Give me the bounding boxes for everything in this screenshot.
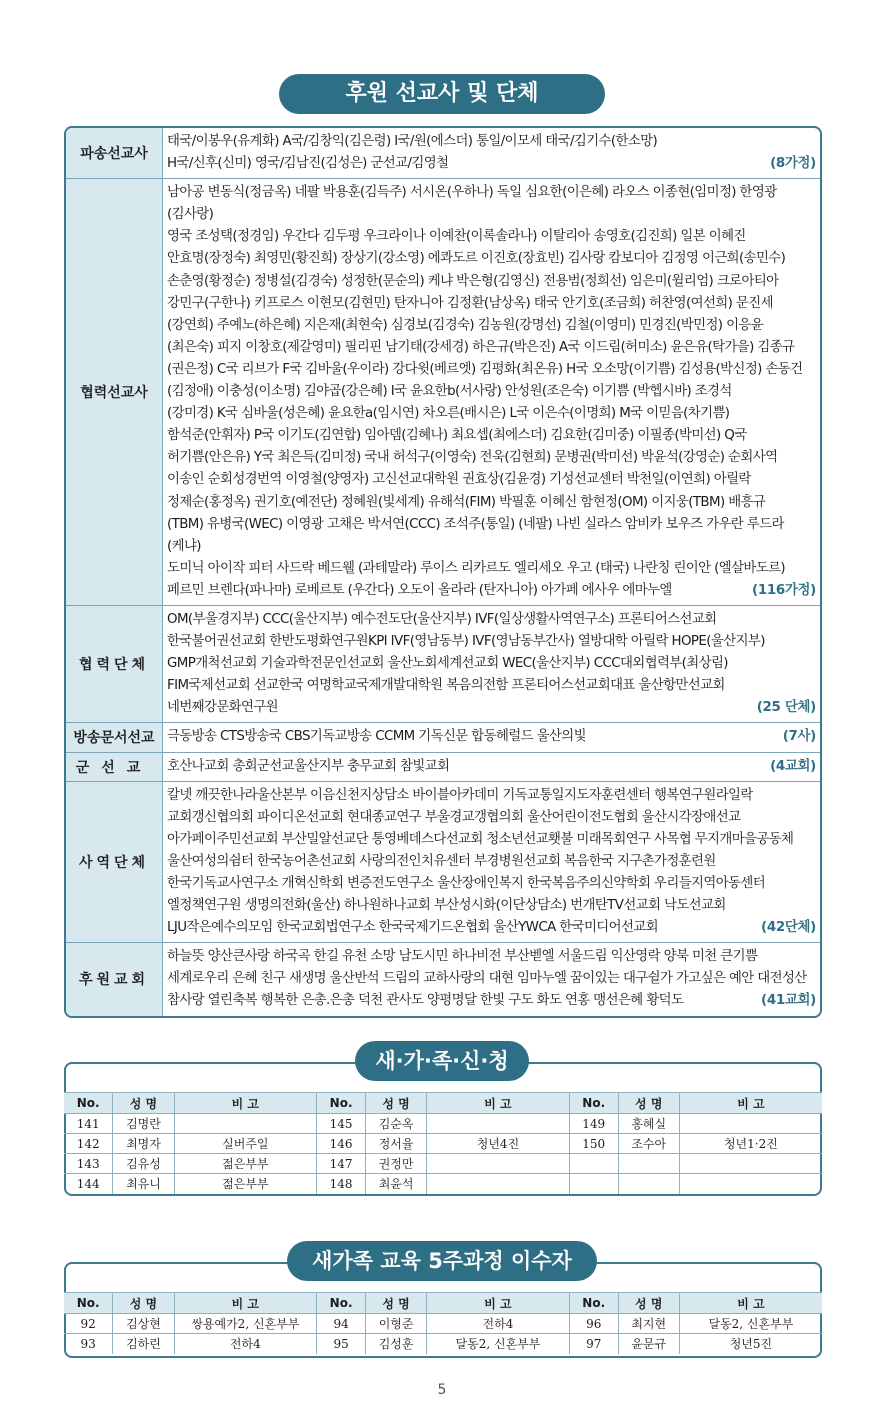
entry-note: 쌍용예가2, 신혼부부 [174, 1314, 317, 1334]
entry-name: 권정만 [366, 1154, 427, 1174]
entry-no: 92 [64, 1314, 113, 1334]
support-content [163, 179, 820, 606]
entry-note: 실버주일 [174, 1134, 317, 1154]
new-family-title: 새·가·족·신·청 [355, 1041, 529, 1081]
support-content [163, 723, 820, 752]
entry-no: 146 [317, 1134, 366, 1154]
support-category: 파송선교사 [66, 128, 163, 179]
page-title: 후원 선교사 및 단체 [279, 74, 605, 114]
new-family-table [64, 1092, 822, 1194]
support-text-last-line: LJU작은예수의모임 한국교회법연구소 한국국제기드온협회 울산YWCA 한국미디어선교회 [167, 920, 658, 936]
support-content [163, 606, 820, 723]
entry-note [427, 1174, 570, 1194]
support-table [64, 126, 822, 1018]
entry-name: 김하린 [113, 1334, 174, 1354]
entry-note [679, 1174, 822, 1194]
table-row [64, 1114, 822, 1134]
entry-no: 142 [64, 1134, 113, 1154]
support-category: 협력선교사 [66, 179, 163, 606]
table-row [64, 1334, 822, 1354]
column-header: 성 명 [366, 1093, 427, 1114]
completion-title: 새가족 교육 5주과정 이수자 [287, 1241, 597, 1281]
column-header: 비 고 [679, 1093, 822, 1114]
entry-name: 김성훈 [366, 1334, 427, 1354]
support-text-last-line: 참사랑 열린축복 행복한 은총.은총 덕천 관사도 양평명달 한빛 구도 화도 연홍 맹선은혜 황덕도 [167, 993, 684, 1009]
entry-note: 전하4 [427, 1314, 570, 1334]
entry-no: 141 [64, 1114, 113, 1134]
entry-name: 이형준 [366, 1314, 427, 1334]
entry-no: 144 [64, 1174, 113, 1194]
entry-note: 달동2, 신혼부부 [427, 1334, 570, 1354]
column-header: 비 고 [427, 1293, 570, 1314]
entry-name: 김상현 [113, 1314, 174, 1334]
entry-name [618, 1174, 679, 1194]
page-number: 5 [437, 1382, 447, 1398]
entry-name [618, 1154, 679, 1174]
support-text-last-line: 호산나교회 총회군선교울산지부 충무교회 참빛교회 [167, 758, 450, 774]
entry-no [569, 1174, 618, 1194]
entry-no: 147 [317, 1154, 366, 1174]
column-header: 성 명 [618, 1093, 679, 1114]
column-header: No. [569, 1093, 618, 1114]
entry-note: 청년5진 [679, 1334, 822, 1354]
support-text: 하늘뜻 양산큰사랑 하국곡 한길 유천 소망 남도시민 하나비전 부산벧엘 서울드림 익산영락 양북 미천 큰기쁨 세계로우리 은혜 친구 새생명 울산반석 드림의 교하사랑의 대현 임마누엘 꿈이있는 대구쉴가 가고싶은 예안 대전성산 [167, 949, 807, 987]
support-row [66, 782, 820, 944]
completion-table [64, 1292, 822, 1354]
support-count: (41교회) [761, 993, 816, 1009]
entry-no: 96 [569, 1314, 618, 1334]
column-header: No. [569, 1293, 618, 1314]
support-content [163, 753, 820, 782]
entry-name: 김명란 [113, 1114, 174, 1134]
support-text: OM(부울경지부) CCC(울산지부) 예수전도단(울산지부) IVF(일상생활사역연구소) 프론티어스선교회 한국불어권선교회 한반도평화연구원KPI IVF(영남동부) IVF(영남동부간사) 열방대학 아릴락 HOPE(울산지부) GMP개척선교회 기술과학전문인선교회 울산노회세계선교회 WEC(울산지부) CCC대외협력부(최상림) FIM국제선교회 선교한국 여명학교국제개발대학원 복음의전함 프론티어스선교회대표 울산항만선교회 [167, 611, 765, 694]
entry-note [427, 1114, 570, 1134]
support-row [66, 179, 820, 606]
column-header: 성 명 [366, 1293, 427, 1314]
support-text: 남아공 변동식(정금옥) 네팔 박용훈(김득주) 서시온(우하나) 독일 심요한(이은혜) 라오스 이종현(임미정) 한영광(김사랑) 영국 조성택(정경임) 우간다 김두평 우크라이나 이예찬(이록솔라나) 이탈리아 송영호(김진희) 일본 이혜진 안효명(장정숙) 최영민(황진희) 장상기(강소영) 에콰도르 이진호(장효빈) 김사랑 캄보디아 김정영 이근희(송민수) 손춘영(황정순) 정병설(김경숙) 성정한(문순의) 케냐 박은형(김영신) 전용범(정희선) 임은미(윌리엄) 크로아티아 강민구(구한나) 키프로스 이현모(김현민) 탄자니아 김정환(남상옥) 태국 안기호(조금희) 허찬영(여선희) 문진세 (강연희) 주예노(하은혜) 지은재(최현숙) 심경보(김경숙) 김농원(강명선) 김철(이영미) 민경진(박민정) 이응윤 (최은숙) 피지 이창호(제갈영미) 필리핀 남기태(강세경) 하은규(박은진) A국 이드림(허미소) 윤은유(탁가을) 김종규 (권은정) C국 리브가 F국 김바울(우이라) 강다윗(베르엣) 김평화(최온유) H국 오소망(이기쁨) 김성용(박신정) 손동건 (김정애) 이충성(이소명) 김야곱(강은혜) I국 윤요한b(서사랑) 안성원(조은숙) 이기쁨 (박헵시바) 조경석 (강미경) K국 심바울(성은혜) 윤요한a(임시연) 차오른(배시은) L국 이은수(이명희) M국 이믿음(차기쁨) 함석준(안휘자) P국 이기도(김연합) 임아뎀(김혜나) 최요셉(최에스더) 김요한(김미중) 이필종(박미선) Q국 허기쁨(안은유) Y국 최은득(김미정) 국내 허석구(이영숙) 전욱(김현희) 문병권(박미선) 박윤석(강영순) 순회사역 이송인 순회성경번역 이영철(양영자) 고신선교대학원 권효상(김윤경) 기성선교센터 박천일(이연희) 아릴락 정제순(홍정옥) 권기호(예전단) 정혜원(빛세계) 유해석(FIM) 박필훈 이혜신 함현정(OM) 이지웅(TBM) 배흥규 (TBM) 유병국(WEC) 이영광 고채은 박서연(CCC) 조석주(통일) (네팔) 나빈 실라스 암비카 보우즈 가우란 루드라 (케냐) 도미닉 아이작 피터 사드락 베드웰 (과테말라) 루이스 리카르도 엘리세오 우고 (태국) 나란칭 린이안 (엘살바도르) [167, 185, 803, 576]
column-header: 성 명 [618, 1293, 679, 1314]
table-row [64, 1134, 822, 1154]
entry-name: 윤문규 [618, 1334, 679, 1354]
support-count: (42단체) [761, 920, 816, 936]
entry-note [174, 1114, 317, 1134]
support-category: 방송문서선교 [66, 723, 163, 752]
entry-name: 김유성 [113, 1154, 174, 1174]
column-header: 비 고 [427, 1093, 570, 1114]
support-content [163, 782, 820, 944]
support-row [66, 128, 820, 179]
support-row [66, 606, 820, 723]
entry-no: 143 [64, 1154, 113, 1174]
support-row [66, 943, 820, 1015]
entry-no: 149 [569, 1114, 618, 1134]
support-last-line [167, 153, 816, 175]
column-header: 성 명 [113, 1093, 174, 1114]
support-last-line [167, 917, 816, 939]
entry-name: 김순옥 [366, 1114, 427, 1134]
entry-note: 전하4 [174, 1334, 317, 1354]
support-text: 태국/이봉우(유계화) A국/김창익(김은령) I국/원(에스더) 통일/이모세 태국/김기수(한소망) [167, 134, 658, 149]
entry-note: 젊은부부 [174, 1174, 317, 1194]
support-category: 협력단체 [66, 606, 163, 723]
table-row [64, 1174, 822, 1194]
support-count: (8가정) [770, 156, 816, 172]
entry-name: 홍혜실 [618, 1114, 679, 1134]
column-header: 비 고 [174, 1293, 317, 1314]
entry-note [679, 1154, 822, 1174]
support-count: (116가정) [752, 582, 816, 598]
support-count: (7사) [782, 729, 816, 745]
support-last-line [167, 990, 816, 1012]
support-last-line [167, 726, 816, 748]
entry-note [427, 1154, 570, 1174]
entry-note [679, 1114, 822, 1134]
column-header: 비 고 [679, 1293, 822, 1314]
entry-name: 최명자 [113, 1134, 174, 1154]
entry-no: 95 [317, 1334, 366, 1354]
entry-no: 93 [64, 1334, 113, 1354]
entry-no: 148 [317, 1174, 366, 1194]
support-last-line [167, 580, 816, 602]
table-row [64, 1314, 822, 1334]
support-content [163, 943, 820, 1015]
column-header: No. [64, 1093, 113, 1114]
entry-note: 청년1·2진 [679, 1134, 822, 1154]
entry-note: 청년4진 [427, 1134, 570, 1154]
support-last-line [167, 756, 816, 778]
table-row [64, 1154, 822, 1174]
support-count: (4교회) [770, 758, 816, 774]
entry-name: 정서율 [366, 1134, 427, 1154]
entry-note: 달동2, 신혼부부 [679, 1314, 822, 1334]
support-text-last-line: 네번째강문화연구원 [167, 700, 279, 716]
support-text-last-line: 페르민 브렌다(파나마) 로베르토 (우간다) 오도이 올라라 (탄자니아) 아가페 에사우 에마누엘 [167, 582, 672, 598]
support-category: 후원교회 [66, 943, 163, 1015]
column-header: No. [317, 1293, 366, 1314]
support-content [163, 128, 820, 179]
column-header: No. [64, 1293, 113, 1314]
support-category: 군선교 [66, 753, 163, 782]
entry-no [569, 1154, 618, 1174]
entry-name: 최유니 [113, 1174, 174, 1194]
support-text-last-line: H국/신후(신미) 영국/김남진(김성은) 군선교/김영철 [167, 156, 449, 172]
support-text: 칼넷 깨끗한나라울산본부 이음신천지상담소 바이블아카데미 기독교통일지도자훈련센터 행복연구원라일락 교회갱신협의회 파이디온선교회 현대종교연구 부울경교갱협의회 울산어린이전도협회 울산시각장애선교 아가페이주민선교회 부산밀알선교단 통영베데스다선교회 청소년선교횃불 미래목회연구 사목협 무지개마을공동체 울산여성의쉼터 한국농어촌선교회 사랑의전인치유센터 부경병원선교회 복음한국 지구촌가정훈련원 한국기독교사연구소 개혁신학회 변증전도연구소 울산장애인복지 한국복음주의신약학회 우리들지역아동센터 엘정책연구원 생명의전화(울산) 하나원하나교회 부산성시화(이단상담소) 번개탄TV선교회 낙도선교회 [167, 787, 794, 914]
entry-name: 최윤석 [366, 1174, 427, 1194]
entry-no: 94 [317, 1314, 366, 1334]
support-text-last-line: 극동방송 CTS방송국 CBS기독교방송 CCMM 기독신문 합동헤럴드 울산의빛 [167, 729, 586, 745]
column-header: No. [317, 1093, 366, 1114]
entry-name: 조수아 [618, 1134, 679, 1154]
entry-name: 최지현 [618, 1314, 679, 1334]
support-last-line [167, 697, 816, 719]
entry-no: 150 [569, 1134, 618, 1154]
support-row [66, 723, 820, 752]
entry-note: 젊은부부 [174, 1154, 317, 1174]
entry-no: 97 [569, 1334, 618, 1354]
support-category: 사역단체 [66, 782, 163, 944]
support-row [66, 753, 820, 782]
support-count: (25 단체) [756, 700, 816, 716]
column-header: 성 명 [113, 1293, 174, 1314]
entry-no: 145 [317, 1114, 366, 1134]
column-header: 비 고 [174, 1093, 317, 1114]
